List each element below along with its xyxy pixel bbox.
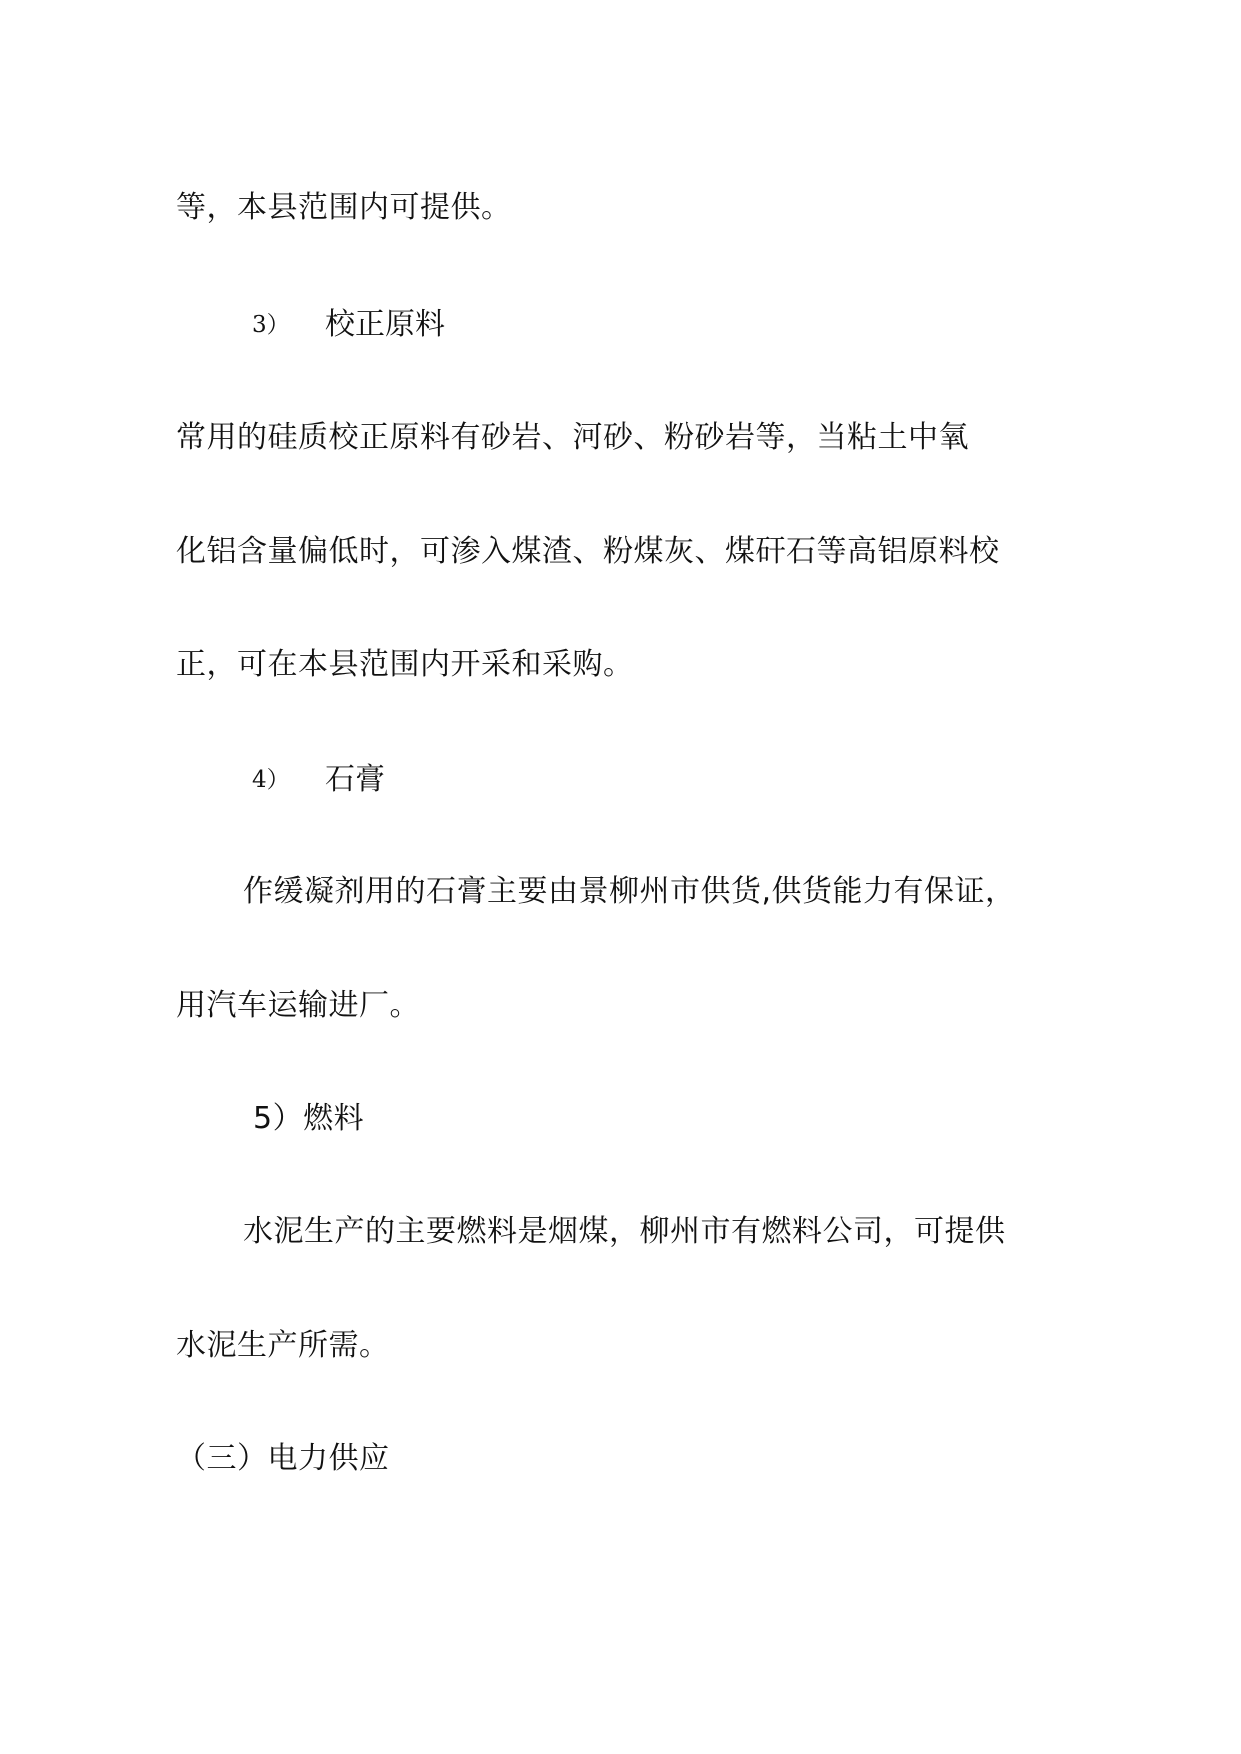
- paragraph-line: 用汽车运输进厂。: [176, 988, 420, 1023]
- section-heading: （三）电力供应: [176, 1441, 390, 1476]
- paragraph-line: 水泥生产的主要燃料是烟煤，柳州市有燃料公司，可提供: [243, 1214, 1006, 1249]
- paragraph-line: 常用的硅质校正原料有砂岩、河砂、粉砂岩等，当粘土中氧: [176, 420, 969, 455]
- subheading-number: 3）: [252, 312, 290, 338]
- paragraph-line: 等，本县范围内可提供。: [176, 190, 512, 225]
- paragraph-line: 作缓凝剂用的石膏主要由景柳州市供货,供货能力有保证，: [243, 874, 1016, 909]
- paragraph-line: 化铝含量偏低时，可渗入煤渣、粉煤灰、煤矸石等高铝原料校: [176, 534, 1000, 569]
- subheading-text: 校正原料: [325, 307, 445, 342]
- subheading-text: 石膏: [325, 762, 385, 797]
- paragraph-line: 正，可在本县范围内开采和采购。: [176, 647, 634, 682]
- subheading-5: 5）燃料: [253, 1101, 365, 1136]
- subheading-number: 4）: [252, 767, 290, 793]
- paragraph-line: 水泥生产所需。: [176, 1328, 390, 1363]
